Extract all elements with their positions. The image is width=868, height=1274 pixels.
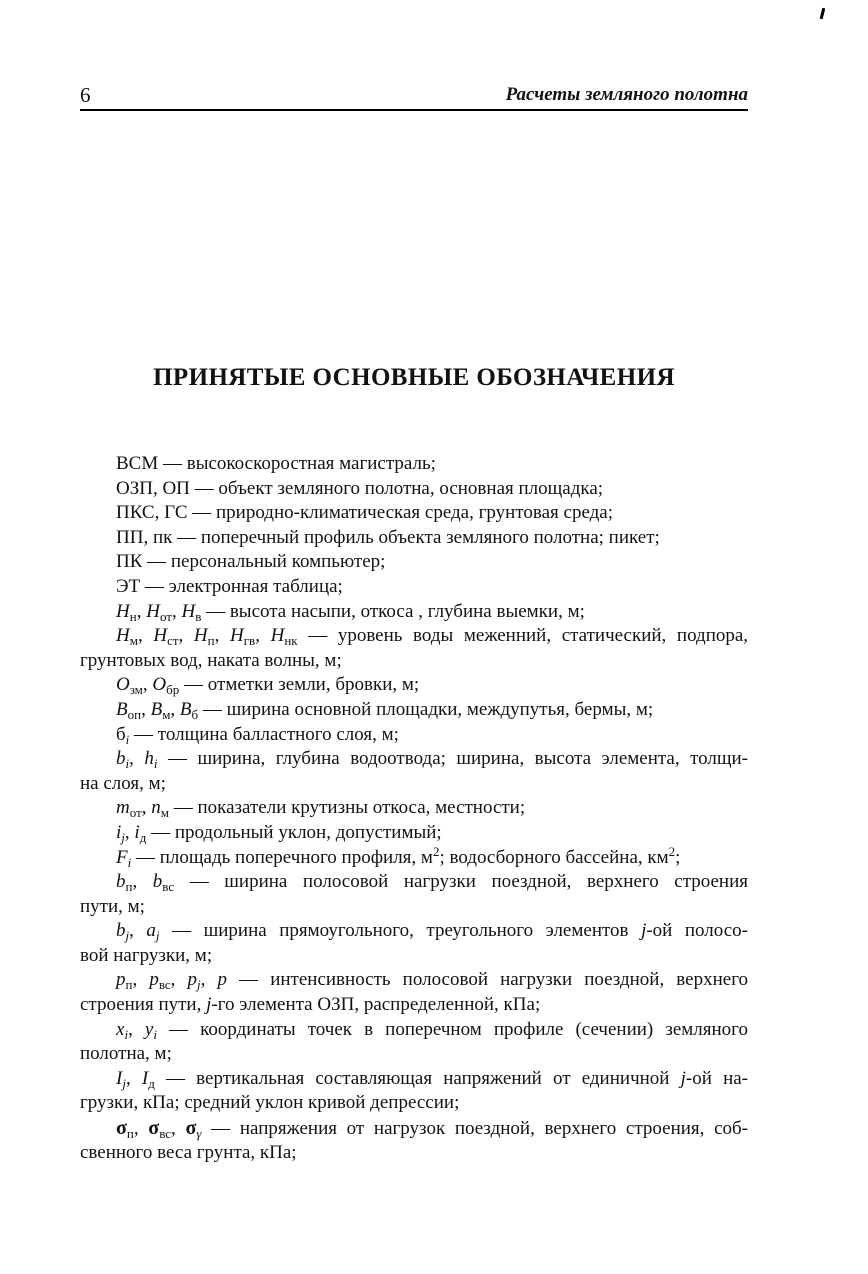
definition-line: $F_i$ — площадь поперечного профиля, $м^2$; водосборного бассейна, $км^2$; [116, 843, 681, 870]
definition-line: $О_{зм}$, $О_{бр}$ — отметки земли, бровки, м; [116, 674, 420, 698]
definition-line: $b_п$, $b_{вс}$ — ширина полосовой нагрузки поездной, верхнего строения [116, 871, 748, 895]
definition-line: ПКС, ГС — природно-климатическая среда, грунтовая среда; [116, 502, 614, 524]
definition-line: ПК — персональный компьютер; [116, 551, 386, 573]
definition-line: $b_i$, $h_i$ — ширина, глубина водоотвода; ширина, высота элемента, толщи- [116, 748, 748, 772]
definition-line: $b_j$, $a_j$ — ширина прямоугольного, треугольного элементов j-ой полосо- [116, 920, 749, 944]
definition-line-continued: грузки, кПа; средний уклон кривой депрессии; [80, 1092, 460, 1114]
definition-line: $p_п$, $p_{вс}$, $p_j$, p — интенсивность полосовой нагрузки поездной, верхнего [116, 969, 749, 993]
definition-line: ОЗП, ОП — объект земляного полотна, основная площадка; [116, 477, 604, 499]
definition-line-continued: свенного веса грунта, кПа; [80, 1141, 297, 1163]
definition-line: $I_j$, $I_д$ — вертикальная составляющая напряжений от единичной j-ой на- [116, 1067, 748, 1091]
stray-mark-icon [820, 8, 826, 19]
definitions-list [80, 452, 748, 1165]
running-header [80, 84, 748, 111]
definition-line: $Н_м$, $Н_{ст}$, $Н_п$, $Н_{гв}$, $Н_{нк}$ — уровень воды меженний, статический, подпора, [116, 625, 749, 649]
definition-line: ПП, пк — поперечный профиль объекта земляного полотна; пикет; [116, 526, 660, 548]
definition-line: $i_j$, $i_д$ — продольный уклон, допустимый; [116, 821, 442, 845]
definition-line: ЭТ — электронная таблица; [116, 575, 343, 597]
definition-line-continued: полотна, м; [80, 1043, 172, 1065]
definition-line: ВСМ — высокоскоростная магистраль; [116, 453, 436, 474]
running-header-title: Расчеты земляного полотна [505, 84, 748, 105]
section-title: ПРИНЯТЫЕ ОСНОВНЫЕ ОБОЗНАЧЕНИЯ [153, 364, 675, 391]
definition-line-continued: вой нагрузки, м; [80, 944, 213, 966]
definition-line-continued: строения пути, j-го элемента ОЗП, распределенной, кПа; [80, 994, 541, 1016]
definition-line: $m_{от}$, $n_м$ — показатели крутизны откоса, местности; [116, 797, 526, 821]
definition-line: $б_i$ — толщина балластного слоя, м; [116, 723, 399, 747]
definition-line: $\sigma_п$, $\sigma_{вс}$, $\sigma_\gamma$ — напряжения от нагрузок поездной, верхнего строения, соб- [116, 1117, 749, 1142]
definition-line-continued: пути, м; [80, 895, 145, 917]
definition-line-continued: грунтовых вод, наката волны, м; [80, 649, 342, 671]
definition-line: $В_{оп}$, $В_м$, $В_б$ — ширина основной площадки, междупутья, бермы, м; [116, 698, 654, 722]
definition-line-continued: на слоя, м; [80, 772, 166, 794]
definition-line: $x_i$, $y_i$ — координаты точек в поперечном профиле (сечении) земляного [116, 1018, 749, 1042]
page-number: 6 [80, 83, 91, 107]
definition-line: $Н_н$, $Н_{от}$, $Н_в$ — высота насыпи, откоса , глубина выемки, м; [116, 600, 585, 624]
